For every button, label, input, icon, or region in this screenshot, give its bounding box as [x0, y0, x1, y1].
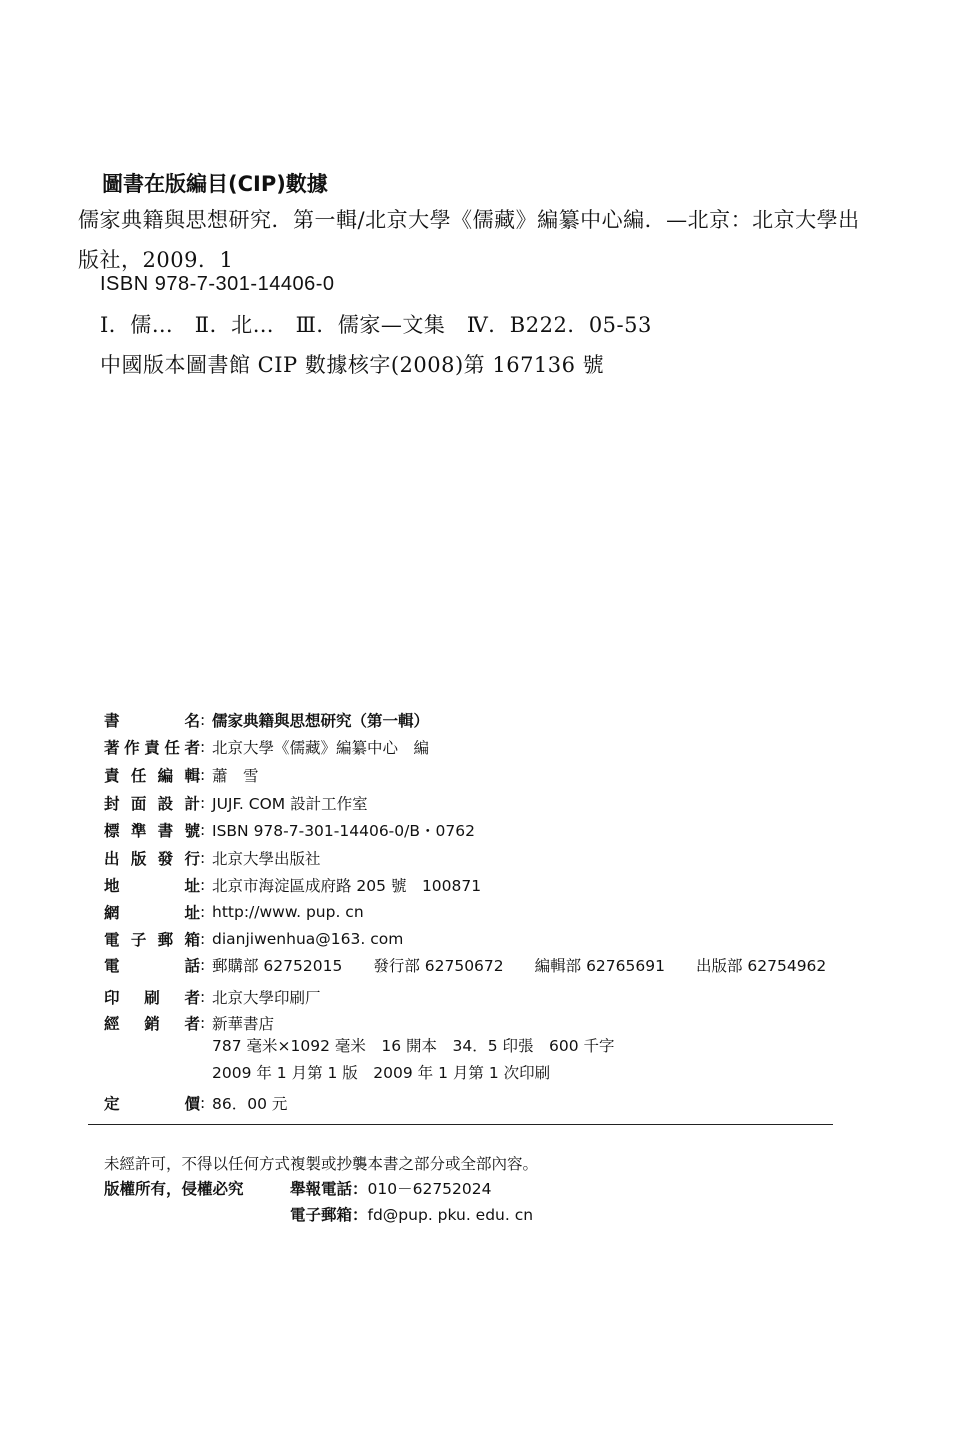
spec-format: 787 毫米×1092 毫米 16 開本 34．5 印張 600 千字 [212, 1037, 615, 1055]
info-value: 儒家典籍與思想研究（第一輯） [212, 712, 430, 730]
info-row: 責 任 編 輯 : 蕭 雪 [104, 766, 259, 785]
info-label: 標 準 書 號 [104, 822, 200, 840]
info-label: 書 名 [104, 712, 200, 730]
info-row: 著 作 責 任 者 : 北京大學《儒藏》編纂中心 編 [104, 738, 430, 757]
info-value: 北京大學印刷厂 [212, 989, 321, 1007]
info-row: 出 版 發 行 : 北京大學出版社 [104, 849, 321, 868]
info-label: 出 版 發 行 [104, 850, 200, 868]
info-row: 標 準 書 號 : ISBN 978-7-301-14406-0/B・0762 [104, 821, 475, 840]
report-phone-value: 010－62752024 [367, 1180, 492, 1198]
cip-heading: 圖書在版編目(CIP)數據 [102, 172, 328, 196]
info-label: 封 面 設 計 [104, 795, 200, 813]
spec-edition: 2009 年 1 月第 1 版 2009 年 1 月第 1 次印刷 [212, 1064, 551, 1082]
info-value: 北京市海淀區成府路 205 號 100871 [212, 877, 482, 895]
info-label: 地 址 [104, 877, 200, 895]
cip-isbn: ISBN 978-7-301-14406-0 [100, 273, 335, 295]
info-label: 印 刷 者 [104, 989, 200, 1007]
info-value: 北京大學出版社 [212, 850, 321, 868]
report-phone-label: 舉報電話： [290, 1180, 368, 1198]
divider-rule [88, 1124, 833, 1125]
price-value: 86．00 元 [212, 1095, 288, 1113]
info-value: dianjiwenhua@163. com [212, 930, 404, 948]
info-value: http://www. pup. cn [212, 903, 364, 921]
info-label: 電 話 [104, 957, 200, 975]
info-row: 封 面 設 計 : JUJF. COM 設計工作室 [104, 794, 368, 813]
price-label: 定 價 [104, 1095, 200, 1113]
info-value: 北京大學《儒藏》編纂中心 編 [212, 739, 430, 757]
rights-reserved: 版權所有，侵權必究 [104, 1180, 244, 1198]
info-row: 電 話 : 郵購部 62752015 發行部 62750672 編輯部 62765691 出版部 62754962 [104, 956, 827, 975]
info-row: 網 址 : http://www. pup. cn [104, 903, 364, 922]
info-value: 蕭 雪 [212, 767, 259, 785]
info-value: 郵購部 62752015 發行部 62750672 編輯部 62765691 出版部 62754962 [212, 957, 827, 975]
cip-record-line-1: 儒家典籍與思想研究．第一輯/北京大學《儒藏》編纂中心編．—北京：北京大學出 [78, 208, 860, 232]
cip-classification: Ⅰ．儒… Ⅱ．北… Ⅲ．儒家—文集 Ⅳ．B222．05-53 [100, 313, 652, 337]
cip-record-line-2: 版社，2009．1 [78, 248, 234, 272]
info-label: 網 址 [104, 904, 200, 922]
info-value: 新華書店 [212, 1015, 275, 1033]
info-row: 經 銷 者 : 新華書店 [104, 1014, 275, 1033]
report-email-label: 電子郵箱： [290, 1206, 368, 1224]
report-phone-line [290, 1177, 492, 1199]
copyright-notice: 未經許可，不得以任何方式複製或抄襲本書之部分或全部內容。 [104, 1155, 539, 1173]
info-label: 經 銷 者 [104, 1015, 200, 1033]
info-row: 印 刷 者 : 北京大學印刷厂 [104, 988, 321, 1007]
info-row: 書 名 : 儒家典籍與思想研究（第一輯） [104, 711, 430, 730]
report-email-value: fd@pup. pku. edu. cn [367, 1206, 534, 1224]
info-value: JUJF. COM 設計工作室 [212, 795, 368, 813]
price-row: 定 價 : 86．00 元 [104, 1094, 288, 1113]
info-label: 責 任 編 輯 [104, 767, 200, 785]
info-label: 電 子 郵 箱 [104, 931, 200, 949]
info-row: 地 址 : 北京市海淀區成府路 205 號 100871 [104, 876, 482, 895]
info-value: ISBN 978-7-301-14406-0/B・0762 [212, 822, 475, 840]
info-label: 著 作 責 任 者 [104, 739, 200, 757]
cip-verification: 中國版本圖書館 CIP 數據核字(2008)第 167136 號 [100, 353, 605, 377]
info-row: 電 子 郵 箱 : dianjiwenhua@163. com [104, 930, 404, 949]
report-email-line [290, 1203, 533, 1225]
